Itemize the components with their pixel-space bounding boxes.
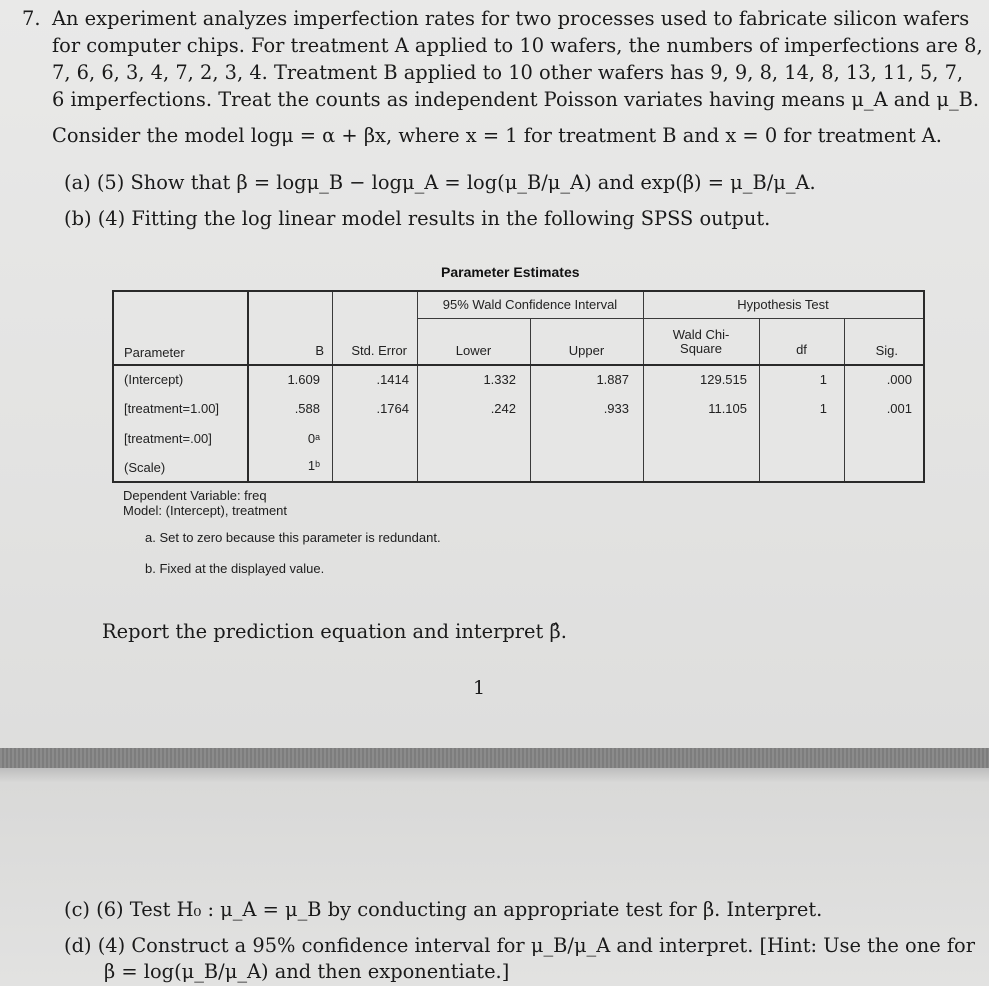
header-parameter: Parameter bbox=[124, 345, 185, 360]
header-lower: Lower bbox=[455, 343, 492, 358]
report-prompt: Report the prediction equation and interpret β̂. bbox=[102, 620, 567, 643]
model-line: Consider the model logμ = α + βx, where x = 1 for treatment B and x = 0 for treatment A. bbox=[52, 124, 942, 147]
model-note: Model: (Intercept), treatment bbox=[123, 503, 288, 518]
footnote-b: b. Fixed at the displayed value. bbox=[145, 561, 325, 576]
intro-line-1: An experiment analyzes imperfection rates for two processes used to fabricate silicon wafers bbox=[52, 7, 970, 30]
row-sig: .000 bbox=[886, 372, 912, 387]
row-sig: .001 bbox=[886, 401, 912, 416]
part-d-line-1: (d) (4) Construct a 95% confidence interval for μ_B/μ_A and interpret. [Hint: Use the one for bbox=[64, 934, 975, 957]
row-std-error: .1764 bbox=[376, 401, 409, 416]
row-b: .588 bbox=[294, 401, 320, 416]
row-upper: .933 bbox=[603, 401, 629, 416]
row-parameter: (Intercept) bbox=[124, 372, 184, 387]
row-wald: 129.515 bbox=[700, 372, 747, 387]
row-lower: .242 bbox=[490, 401, 516, 416]
intro-line-3: 7, 6, 6, 3, 4, 7, 2, 3, 4. Treatment B applied to 10 other wafers has 9, 9, 8, 14, 8, 13, 11, 5, 7, bbox=[52, 61, 964, 84]
row-parameter: [treatment=.00] bbox=[124, 431, 212, 446]
row-wald: 11.105 bbox=[708, 401, 747, 416]
ci-group-header: 95% Wald Confidence Interval bbox=[442, 297, 618, 312]
row-b: 1ᵇ bbox=[307, 458, 320, 473]
row-df: 1 bbox=[819, 401, 827, 416]
header-sig: Sig. bbox=[875, 343, 898, 358]
row-std-error: .1414 bbox=[376, 372, 409, 387]
row-parameter: (Scale) bbox=[124, 460, 166, 475]
row-upper: 1.887 bbox=[596, 372, 629, 387]
row-divider bbox=[417, 318, 923, 319]
intro-line-2: for computer chips. For treatment A applied to 10 wafers, the numbers of imperfections are 8, bbox=[52, 34, 983, 57]
row-b: 0ᵃ bbox=[307, 431, 320, 446]
header-wald-line-1: Wald Chi- bbox=[672, 327, 730, 342]
row-lower: 1.332 bbox=[483, 372, 516, 387]
part-c: (c) (6) Test H₀ : μ_A = μ_B by conducting an appropriate test for β. Interpret. bbox=[64, 898, 823, 921]
intro-line-4: 6 imperfections. Treat the counts as independent Poisson variates having means μ_A and μ_B. bbox=[52, 88, 980, 111]
question-number: 7. bbox=[22, 7, 41, 30]
header-b: B bbox=[315, 343, 324, 358]
test-group-header: Hypothesis Test bbox=[737, 297, 829, 312]
row-parameter: [treatment=1.00] bbox=[124, 401, 220, 416]
part-d-line-2: β = log(μ_B/μ_A) and then exponentiate.] bbox=[104, 960, 510, 983]
dependent-variable-note: Dependent Variable: freq bbox=[123, 488, 267, 503]
header-std-error: Std. Error bbox=[351, 343, 407, 358]
part-b: (b) (4) Fitting the log linear model results in the following SPSS output. bbox=[64, 207, 771, 230]
header-divider bbox=[114, 364, 923, 366]
row-b: 1.609 bbox=[287, 372, 320, 387]
header-wald-line-2: Square bbox=[680, 341, 722, 356]
row-df: 1 bbox=[819, 372, 827, 387]
header-df: df bbox=[796, 342, 807, 357]
parameter-estimates-table bbox=[112, 290, 925, 483]
header-upper: Upper bbox=[568, 343, 605, 358]
footnote-a: a. Set to zero because this parameter is redundant. bbox=[145, 530, 441, 545]
part-a: (a) (5) Show that β = logμ_B − logμ_A = log(μ_B/μ_A) and exp(β) = μ_B/μ_A. bbox=[64, 171, 816, 194]
table-title: Parameter Estimates bbox=[441, 264, 580, 280]
page-divider-shadow bbox=[0, 768, 989, 782]
page-divider bbox=[0, 748, 989, 768]
page-number: 1 bbox=[473, 677, 486, 699]
